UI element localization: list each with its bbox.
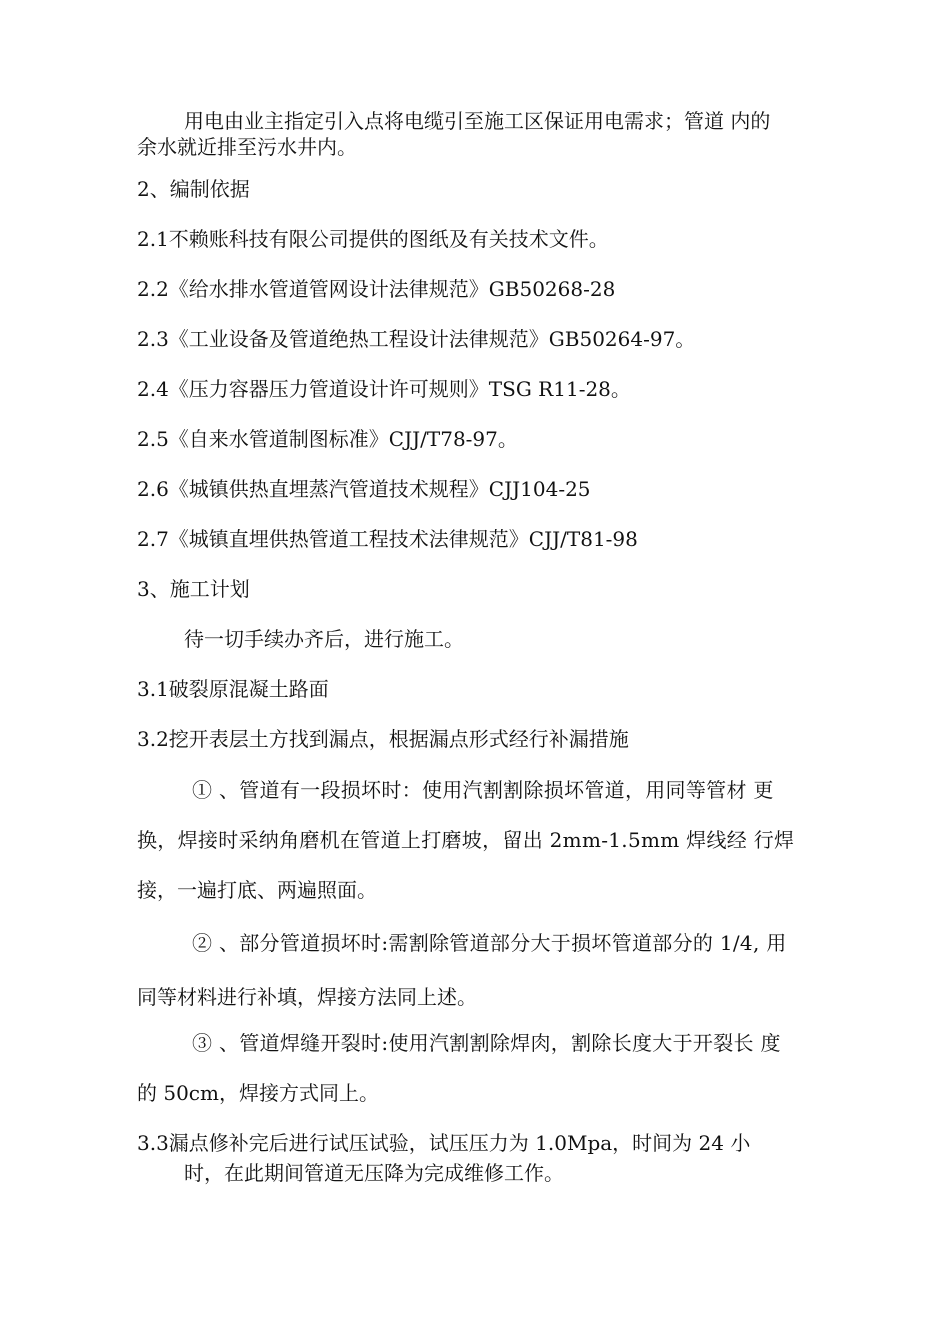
construction-plan-intro: 待一切手续办齐后，进行施工。 xyxy=(184,627,464,651)
section-heading-3: 3、施工计划 xyxy=(137,577,250,601)
repair-case-3-line-2: 的 50cm，焊接方式同上。 xyxy=(137,1081,379,1105)
reference-item-2-1: 2.1不赖账科技有限公司提供的图纸及有关技术文件。 xyxy=(137,227,609,251)
plan-item-3-3-line-2: 时，在此期间管道无压降为完成维修工作。 xyxy=(184,1161,564,1185)
repair-case-2-line-1: ② 、部分管道损坏时:需割除管道部分大于损坏管道部分的 1/4, 用 xyxy=(192,931,787,955)
reference-item-2-6: 2.6《城镇供热直埋蒸汽管道技术规程》CJJ104-25 xyxy=(137,477,591,501)
plan-item-3-2: 3.2挖开表层土方找到漏点，根据漏点形式经行补漏措施 xyxy=(137,727,629,751)
repair-case-2-line-2: 同等材料进行补填，焊接方法同上述。 xyxy=(137,985,477,1009)
reference-item-2-3: 2.3《工业设备及管道绝热工程设计法律规范》GB50264-97。 xyxy=(137,327,696,351)
paragraph-line-2: 余水就近排至污水井内。 xyxy=(137,135,357,159)
plan-item-3-3-line-1: 3.3漏点修补完后进行试压试验，试压压力为 1.0Mpa，时间为 24 小 xyxy=(137,1131,751,1155)
reference-item-2-2: 2.2《给水排水管道管网设计法律规范》GB50268-28 xyxy=(137,277,616,301)
section-heading-2: 2、编制依据 xyxy=(137,177,250,201)
paragraph-line-1: 用电由业主指定引入点将电缆引至施工区保证用电需求；管道 内的 xyxy=(184,109,771,133)
repair-case-1-line-2: 换，焊接时采纳角磨机在管道上打磨坡，留出 2mm-1.5mm 焊线经 行焊 xyxy=(137,828,795,852)
repair-case-1-line-1: ① 、管道有一段损坏时：使用汽割割除损坏管道，用同等管材 更 xyxy=(192,778,774,802)
plan-item-3-1: 3.1破裂原混凝土路面 xyxy=(137,677,329,701)
repair-case-3-line-1: ③ 、管道焊缝开裂时:使用汽割割除焊肉，割除长度大于开裂长 度 xyxy=(192,1031,781,1055)
repair-case-1-line-3: 接，一遍打底、两遍照面。 xyxy=(137,878,377,902)
reference-item-2-4: 2.4《压力容器压力管道设计许可规则》TSG R11-28。 xyxy=(137,377,631,401)
reference-item-2-5: 2.5《自来水管道制图标准》CJJ/T78-97。 xyxy=(137,427,518,451)
reference-item-2-7: 2.7《城镇直埋供热管道工程技术法律规范》CJJ/T81-98 xyxy=(137,527,638,551)
